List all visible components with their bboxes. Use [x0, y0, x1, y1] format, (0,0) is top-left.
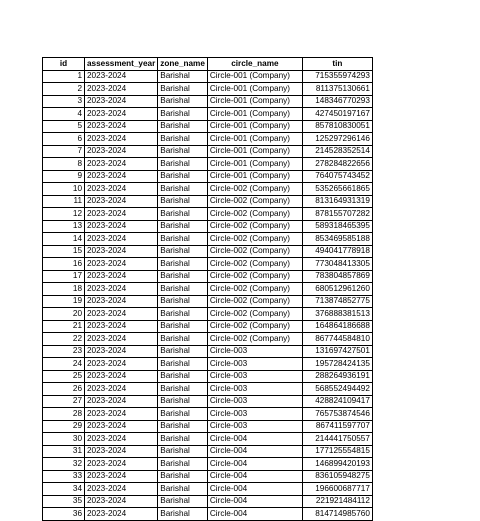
cell-tin[interactable]: 376888381513: [302, 308, 372, 321]
cell-assessment-year[interactable]: 2023-2024: [85, 183, 158, 196]
cell-tin[interactable]: 214441750557: [302, 433, 372, 446]
cell-circle-name[interactable]: Circle-003: [207, 408, 302, 421]
cell-id[interactable]: 10: [43, 183, 85, 196]
table-row: [43, 333, 373, 346]
cell-id[interactable]: 27: [43, 395, 85, 408]
table-row: [43, 158, 373, 171]
cell-tin[interactable]: 811375130661: [302, 83, 372, 96]
cell-id[interactable]: 34: [43, 483, 85, 496]
cell-zone-name[interactable]: Barishal: [158, 270, 208, 283]
cell-assessment-year[interactable]: 2023-2024: [85, 170, 158, 183]
cell-assessment-year[interactable]: 2023-2024: [85, 120, 158, 133]
cell-assessment-year[interactable]: 2023-2024: [85, 495, 158, 508]
cell-circle-name[interactable]: Circle-001 (Company): [207, 70, 302, 83]
cell-circle-name[interactable]: Circle-002 (Company): [207, 295, 302, 308]
cell-id[interactable]: 4: [43, 108, 85, 121]
table-row: [43, 145, 373, 158]
cell-zone-name[interactable]: Barishal: [158, 308, 208, 321]
cell-assessment-year[interactable]: 2023-2024: [85, 70, 158, 83]
cell-id[interactable]: 1: [43, 70, 85, 83]
cell-circle-name[interactable]: Circle-002 (Company): [207, 270, 302, 283]
cell-assessment-year[interactable]: 2023-2024: [85, 108, 158, 121]
cell-circle-name[interactable]: Circle-004: [207, 445, 302, 458]
cell-zone-name[interactable]: Barishal: [158, 120, 208, 133]
cell-zone-name[interactable]: Barishal: [158, 233, 208, 246]
table-row: [43, 270, 373, 283]
cell-assessment-year[interactable]: 2023-2024: [85, 395, 158, 408]
table-row: [43, 83, 373, 96]
table-row: [43, 320, 373, 333]
table-row: [43, 183, 373, 196]
cell-id[interactable]: 16: [43, 258, 85, 271]
cell-assessment-year[interactable]: 2023-2024: [85, 308, 158, 321]
cell-zone-name[interactable]: Barishal: [158, 345, 208, 358]
cell-assessment-year[interactable]: 2023-2024: [85, 83, 158, 96]
cell-circle-name[interactable]: Circle-001 (Company): [207, 170, 302, 183]
table-row: [43, 220, 373, 233]
cell-tin[interactable]: 814714985760: [302, 508, 372, 521]
table-row: [43, 470, 373, 483]
table-row: [43, 208, 373, 221]
cell-assessment-year[interactable]: 2023-2024: [85, 333, 158, 346]
table-row: [43, 133, 373, 146]
cell-id[interactable]: 6: [43, 133, 85, 146]
cell-zone-name[interactable]: Barishal: [158, 333, 208, 346]
table-row: [43, 295, 373, 308]
cell-tin[interactable]: 164864186688: [302, 320, 372, 333]
cell-circle-name[interactable]: Circle-002 (Company): [207, 245, 302, 258]
cell-id[interactable]: 29: [43, 420, 85, 433]
cell-tin[interactable]: 177125554815: [302, 445, 372, 458]
cell-circle-name[interactable]: Circle-002 (Company): [207, 183, 302, 196]
cell-assessment-year[interactable]: 2023-2024: [85, 220, 158, 233]
cell-id[interactable]: 30: [43, 433, 85, 446]
cell-circle-name[interactable]: Circle-002 (Company): [207, 208, 302, 221]
cell-id[interactable]: 31: [43, 445, 85, 458]
cell-zone-name[interactable]: Barishal: [158, 258, 208, 271]
cell-assessment-year[interactable]: 2023-2024: [85, 233, 158, 246]
cell-tin[interactable]: 589318465395: [302, 220, 372, 233]
table-row: [43, 445, 373, 458]
cell-zone-name[interactable]: Barishal: [158, 370, 208, 383]
cell-tin[interactable]: 764075743452: [302, 170, 372, 183]
cell-id[interactable]: 5: [43, 120, 85, 133]
cell-zone-name[interactable]: Barishal: [158, 145, 208, 158]
table-row: [43, 283, 373, 296]
cell-tin[interactable]: 857810830051: [302, 120, 372, 133]
cell-circle-name[interactable]: Circle-004: [207, 470, 302, 483]
cell-assessment-year[interactable]: 2023-2024: [85, 195, 158, 208]
cell-assessment-year[interactable]: 2023-2024: [85, 458, 158, 471]
cell-assessment-year[interactable]: 2023-2024: [85, 370, 158, 383]
header-assessment-year[interactable]: assessment_year: [85, 58, 158, 71]
cell-circle-name[interactable]: Circle-004: [207, 433, 302, 446]
cell-zone-name[interactable]: Barishal: [158, 408, 208, 421]
cell-tin[interactable]: 867411597707: [302, 420, 372, 433]
table-row: [43, 495, 373, 508]
cell-id[interactable]: 2: [43, 83, 85, 96]
data-table: [42, 57, 373, 521]
cell-tin[interactable]: 131697427501: [302, 345, 372, 358]
table-row: [43, 433, 373, 446]
table-row: [43, 458, 373, 471]
cell-circle-name[interactable]: Circle-002 (Company): [207, 233, 302, 246]
cell-zone-name[interactable]: Barishal: [158, 70, 208, 83]
cell-id[interactable]: 25: [43, 370, 85, 383]
cell-tin[interactable]: 680512961260: [302, 283, 372, 296]
cell-circle-name[interactable]: Circle-002 (Company): [207, 195, 302, 208]
cell-tin[interactable]: 494041778918: [302, 245, 372, 258]
cell-id[interactable]: 24: [43, 358, 85, 371]
cell-id[interactable]: 21: [43, 320, 85, 333]
cell-circle-name[interactable]: Circle-001 (Company): [207, 95, 302, 108]
cell-circle-name[interactable]: Circle-001 (Company): [207, 133, 302, 146]
cell-id[interactable]: 8: [43, 158, 85, 171]
cell-zone-name[interactable]: Barishal: [158, 83, 208, 96]
cell-id[interactable]: 22: [43, 333, 85, 346]
cell-tin[interactable]: 195728424135: [302, 358, 372, 371]
cell-circle-name[interactable]: Circle-002 (Company): [207, 320, 302, 333]
cell-assessment-year[interactable]: 2023-2024: [85, 445, 158, 458]
cell-id[interactable]: 13: [43, 220, 85, 233]
cell-circle-name[interactable]: Circle-003: [207, 370, 302, 383]
cell-assessment-year[interactable]: 2023-2024: [85, 320, 158, 333]
cell-zone-name[interactable]: Barishal: [158, 470, 208, 483]
cell-tin[interactable]: 288264936191: [302, 370, 372, 383]
cell-id[interactable]: 20: [43, 308, 85, 321]
cell-zone-name[interactable]: Barishal: [158, 208, 208, 221]
cell-circle-name[interactable]: Circle-004: [207, 483, 302, 496]
table-row: [43, 395, 373, 408]
table-row: [43, 70, 373, 83]
table-row: [43, 508, 373, 521]
table-row: [43, 483, 373, 496]
cell-assessment-year[interactable]: 2023-2024: [85, 283, 158, 296]
cell-assessment-year[interactable]: 2023-2024: [85, 145, 158, 158]
header-zone-name[interactable]: zone_name: [158, 58, 208, 71]
cell-zone-name[interactable]: Barishal: [158, 108, 208, 121]
cell-id[interactable]: 17: [43, 270, 85, 283]
spreadsheet: [42, 57, 373, 521]
table-row: [43, 420, 373, 433]
cell-circle-name[interactable]: Circle-001 (Company): [207, 145, 302, 158]
cell-id[interactable]: 26: [43, 383, 85, 396]
cell-tin[interactable]: 535265661865: [302, 183, 372, 196]
cell-assessment-year[interactable]: 2023-2024: [85, 358, 158, 371]
cell-id[interactable]: 19: [43, 295, 85, 308]
table-row: [43, 108, 373, 121]
cell-zone-name[interactable]: Barishal: [158, 95, 208, 108]
cell-tin[interactable]: 783804857869: [302, 270, 372, 283]
header-id[interactable]: id: [43, 58, 85, 71]
cell-assessment-year[interactable]: 2023-2024: [85, 470, 158, 483]
cell-tin[interactable]: 427450197167: [302, 108, 372, 121]
cell-zone-name[interactable]: Barishal: [158, 395, 208, 408]
cell-zone-name[interactable]: Barishal: [158, 358, 208, 371]
cell-zone-name[interactable]: Barishal: [158, 383, 208, 396]
table-row: [43, 383, 373, 396]
cell-zone-name[interactable]: Barishal: [158, 183, 208, 196]
cell-id[interactable]: 23: [43, 345, 85, 358]
cell-circle-name[interactable]: Circle-002 (Company): [207, 333, 302, 346]
cell-circle-name[interactable]: Circle-003: [207, 395, 302, 408]
cell-assessment-year[interactable]: 2023-2024: [85, 158, 158, 171]
cell-id[interactable]: 11: [43, 195, 85, 208]
header-row: [43, 58, 373, 71]
cell-tin[interactable]: 773048413305: [302, 258, 372, 271]
cell-zone-name[interactable]: Barishal: [158, 295, 208, 308]
cell-assessment-year[interactable]: 2023-2024: [85, 345, 158, 358]
cell-tin[interactable]: 428824109417: [302, 395, 372, 408]
cell-tin[interactable]: 713874852775: [302, 295, 372, 308]
cell-assessment-year[interactable]: 2023-2024: [85, 295, 158, 308]
cell-circle-name[interactable]: Circle-002 (Company): [207, 283, 302, 296]
cell-assessment-year[interactable]: 2023-2024: [85, 245, 158, 258]
cell-tin[interactable]: 867744584810: [302, 333, 372, 346]
cell-tin[interactable]: 214528352514: [302, 145, 372, 158]
cell-zone-name[interactable]: Barishal: [158, 433, 208, 446]
table-row: [43, 258, 373, 271]
cell-circle-name[interactable]: Circle-003: [207, 383, 302, 396]
cell-tin[interactable]: 146899420193: [302, 458, 372, 471]
cell-zone-name[interactable]: Barishal: [158, 458, 208, 471]
cell-tin[interactable]: 125297296146: [302, 133, 372, 146]
cell-tin[interactable]: 196600687717: [302, 483, 372, 496]
cell-assessment-year[interactable]: 2023-2024: [85, 133, 158, 146]
cell-zone-name[interactable]: Barishal: [158, 245, 208, 258]
cell-circle-name[interactable]: Circle-003: [207, 345, 302, 358]
cell-assessment-year[interactable]: 2023-2024: [85, 383, 158, 396]
cell-circle-name[interactable]: Circle-003: [207, 420, 302, 433]
cell-assessment-year[interactable]: 2023-2024: [85, 433, 158, 446]
cell-circle-name[interactable]: Circle-003: [207, 358, 302, 371]
cell-id[interactable]: 18: [43, 283, 85, 296]
cell-zone-name[interactable]: Barishal: [158, 483, 208, 496]
cell-circle-name[interactable]: Circle-002 (Company): [207, 308, 302, 321]
cell-id[interactable]: 36: [43, 508, 85, 521]
cell-circle-name[interactable]: Circle-002 (Company): [207, 220, 302, 233]
cell-tin[interactable]: 836105948275: [302, 470, 372, 483]
cell-id[interactable]: 9: [43, 170, 85, 183]
cell-tin[interactable]: 853469585188: [302, 233, 372, 246]
cell-zone-name[interactable]: Barishal: [158, 495, 208, 508]
cell-circle-name[interactable]: Circle-004: [207, 458, 302, 471]
cell-tin[interactable]: 278284822656: [302, 158, 372, 171]
cell-circle-name[interactable]: Circle-004: [207, 495, 302, 508]
cell-assessment-year[interactable]: 2023-2024: [85, 508, 158, 521]
cell-assessment-year[interactable]: 2023-2024: [85, 208, 158, 221]
cell-id[interactable]: 15: [43, 245, 85, 258]
cell-id[interactable]: 32: [43, 458, 85, 471]
table-row: [43, 345, 373, 358]
cell-zone-name[interactable]: Barishal: [158, 195, 208, 208]
cell-zone-name[interactable]: Barishal: [158, 133, 208, 146]
cell-zone-name[interactable]: Barishal: [158, 170, 208, 183]
table-row: [43, 195, 373, 208]
cell-circle-name[interactable]: Circle-004: [207, 508, 302, 521]
cell-id[interactable]: 35: [43, 495, 85, 508]
cell-circle-name[interactable]: Circle-001 (Company): [207, 83, 302, 96]
cell-tin[interactable]: 221921484112: [302, 495, 372, 508]
cell-circle-name[interactable]: Circle-002 (Company): [207, 258, 302, 271]
cell-zone-name[interactable]: Barishal: [158, 445, 208, 458]
cell-tin[interactable]: 568552494492: [302, 383, 372, 396]
cell-circle-name[interactable]: Circle-001 (Company): [207, 120, 302, 133]
cell-id[interactable]: 7: [43, 145, 85, 158]
table-body: [43, 70, 373, 520]
cell-tin[interactable]: 878155707282: [302, 208, 372, 221]
cell-zone-name[interactable]: Barishal: [158, 158, 208, 171]
cell-tin[interactable]: 148346770293: [302, 95, 372, 108]
table-row: [43, 233, 373, 246]
table-row: [43, 245, 373, 258]
table-row: [43, 120, 373, 133]
cell-assessment-year[interactable]: 2023-2024: [85, 95, 158, 108]
cell-id[interactable]: 14: [43, 233, 85, 246]
table-row: [43, 358, 373, 371]
table-row: [43, 370, 373, 383]
cell-id[interactable]: 28: [43, 408, 85, 421]
table-row: [43, 95, 373, 108]
table-row: [43, 408, 373, 421]
cell-assessment-year[interactable]: 2023-2024: [85, 483, 158, 496]
cell-assessment-year[interactable]: 2023-2024: [85, 408, 158, 421]
cell-zone-name[interactable]: Barishal: [158, 220, 208, 233]
cell-zone-name[interactable]: Barishal: [158, 320, 208, 333]
header-tin[interactable]: tin: [302, 58, 372, 71]
cell-tin[interactable]: 765753874546: [302, 408, 372, 421]
cell-zone-name[interactable]: Barishal: [158, 508, 208, 521]
cell-zone-name[interactable]: Barishal: [158, 283, 208, 296]
cell-tin[interactable]: 715355974293: [302, 70, 372, 83]
cell-id[interactable]: 12: [43, 208, 85, 221]
cell-id[interactable]: 3: [43, 95, 85, 108]
cell-assessment-year[interactable]: 2023-2024: [85, 270, 158, 283]
cell-circle-name[interactable]: Circle-001 (Company): [207, 108, 302, 121]
cell-id[interactable]: 33: [43, 470, 85, 483]
header-circle-name[interactable]: circle_name: [207, 58, 302, 71]
cell-assessment-year[interactable]: 2023-2024: [85, 420, 158, 433]
cell-assessment-year[interactable]: 2023-2024: [85, 258, 158, 271]
table-row: [43, 170, 373, 183]
cell-tin[interactable]: 813164931319: [302, 195, 372, 208]
table-row: [43, 308, 373, 321]
cell-circle-name[interactable]: Circle-001 (Company): [207, 158, 302, 171]
cell-zone-name[interactable]: Barishal: [158, 420, 208, 433]
